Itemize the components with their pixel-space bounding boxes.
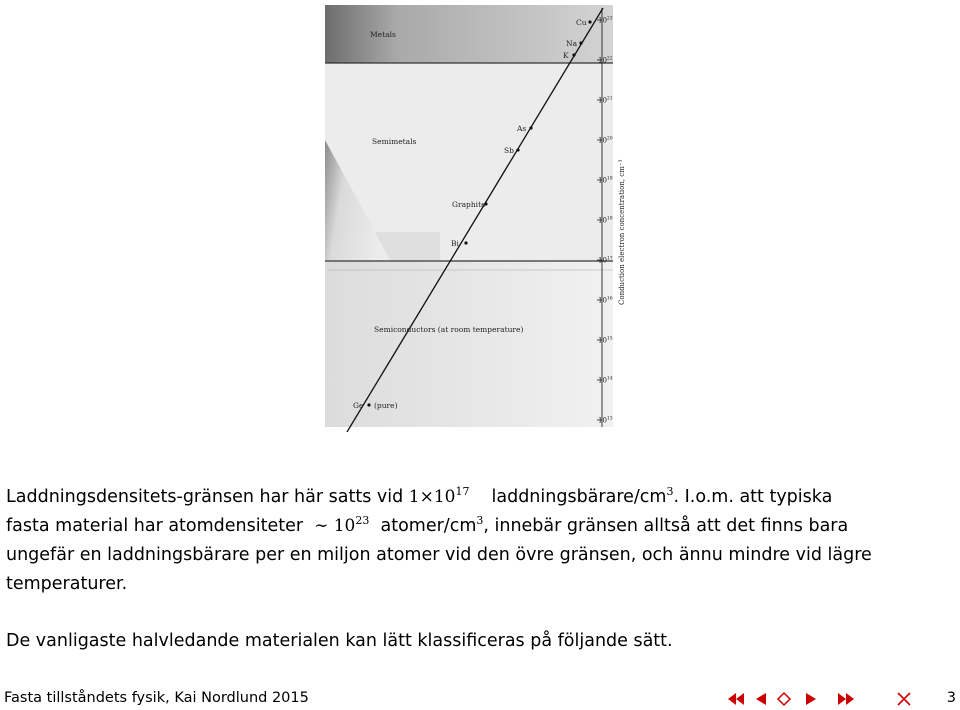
math-1e17: $1\times 10^{17}$ xyxy=(408,485,470,507)
text-run: atomer/cm xyxy=(380,516,477,536)
paragraph-1 xyxy=(6,483,956,599)
label-ge: Ge xyxy=(353,401,364,410)
electron-concentration-figure xyxy=(320,0,640,432)
point-cu xyxy=(588,20,591,23)
math-approx-1e23: ∼ $10^{23}$ xyxy=(314,514,370,536)
text-run: laddningsbärare/cm xyxy=(491,487,667,507)
y-tick-label: $10^{19}$ xyxy=(598,176,613,185)
label-graphite: Graphite xyxy=(452,200,486,209)
nav-home-icon[interactable] xyxy=(778,693,790,705)
y-tick-label: $10^{15}$ xyxy=(598,336,613,345)
metals-band xyxy=(325,5,613,63)
y-tick-label: $10^{22}$ xyxy=(598,56,613,65)
text-run: , innebär gränsen alltså att det finns bara xyxy=(483,516,849,536)
y-tick-label: $10^{17}$ xyxy=(598,256,613,265)
region-label-metals: Metals xyxy=(370,30,396,39)
text-run: . I.o.m. att typiska xyxy=(673,487,833,507)
label-bi: Bi xyxy=(451,239,459,248)
point-sb xyxy=(516,148,519,151)
semiconductors-band xyxy=(325,261,613,427)
text-run: fasta material har atomdensiteter xyxy=(6,516,304,536)
y-tick-label: $10^{18}$ xyxy=(598,216,613,225)
y-tick-label: $10^{20}$ xyxy=(598,136,613,145)
footer-title: Fasta tillståndets fysik, Kai Nordlund 2015 xyxy=(4,690,309,706)
label-ge-note: (pure) xyxy=(374,401,398,410)
paragraph-1-line-2: fasta material har atomdensiteter ∼ $10^{23}$ atomer/$cm^3$, innebär gränsen alltså att det finns bara xyxy=(6,514,849,536)
y-tick-label: $10^{16}$ xyxy=(598,296,613,305)
y-tick-label: $10^{21}$ xyxy=(598,96,613,105)
nav-first-icon[interactable] xyxy=(728,693,744,705)
paragraph-1-line-1: Laddningsdensitets-gränsen har här satts vid $1\times 10^{17}$ laddningsbärare/$cm^3$. I.o.m. att typiska xyxy=(6,485,833,507)
label-sb: Sb xyxy=(504,146,514,155)
region-label-semiconductors: Semiconductors (at room temperature) xyxy=(374,325,524,334)
text-run: Laddningsdensitets-gränsen har här satts vid xyxy=(6,487,404,507)
paragraph-1-line-4: temperaturer. xyxy=(6,574,128,594)
paragraph-2 xyxy=(6,627,956,656)
paragraph-2-line-1: De vanligaste halvledande materialen kan lätt klassificeras på följande sätt. xyxy=(6,631,673,651)
label-cu: Cu xyxy=(576,18,587,27)
point-as xyxy=(529,126,532,129)
nav-close-icon[interactable] xyxy=(898,693,910,705)
nav-last-icon[interactable] xyxy=(838,693,854,705)
nav-next-icon[interactable] xyxy=(806,693,816,705)
label-na: Na xyxy=(566,39,578,48)
y-tick-label: $10^{14}$ xyxy=(598,376,613,385)
footer xyxy=(4,690,956,708)
point-ge xyxy=(367,403,370,406)
beamer-navigation xyxy=(726,690,926,708)
point-k xyxy=(572,53,575,56)
paragraph-1-line-3: ungefär en laddningsbärare per en miljon atomer vid den övre gränsen, och ännu mindre vid lägre xyxy=(6,545,872,565)
y-axis-title: Conduction electron concentration, cm⁻³ xyxy=(618,159,626,305)
figure-graphic xyxy=(320,0,640,432)
y-tick-label: $10^{13}$ xyxy=(598,416,613,425)
y-tick-label: $10^{23}$ xyxy=(598,16,613,25)
label-k: K xyxy=(563,51,569,60)
region-label-semimetals: Semimetals xyxy=(372,137,417,146)
point-na xyxy=(579,41,582,44)
label-as: As xyxy=(517,124,527,133)
page-number: 3 xyxy=(946,690,956,706)
point-bi xyxy=(464,241,467,244)
nav-prev-icon[interactable] xyxy=(756,693,766,705)
